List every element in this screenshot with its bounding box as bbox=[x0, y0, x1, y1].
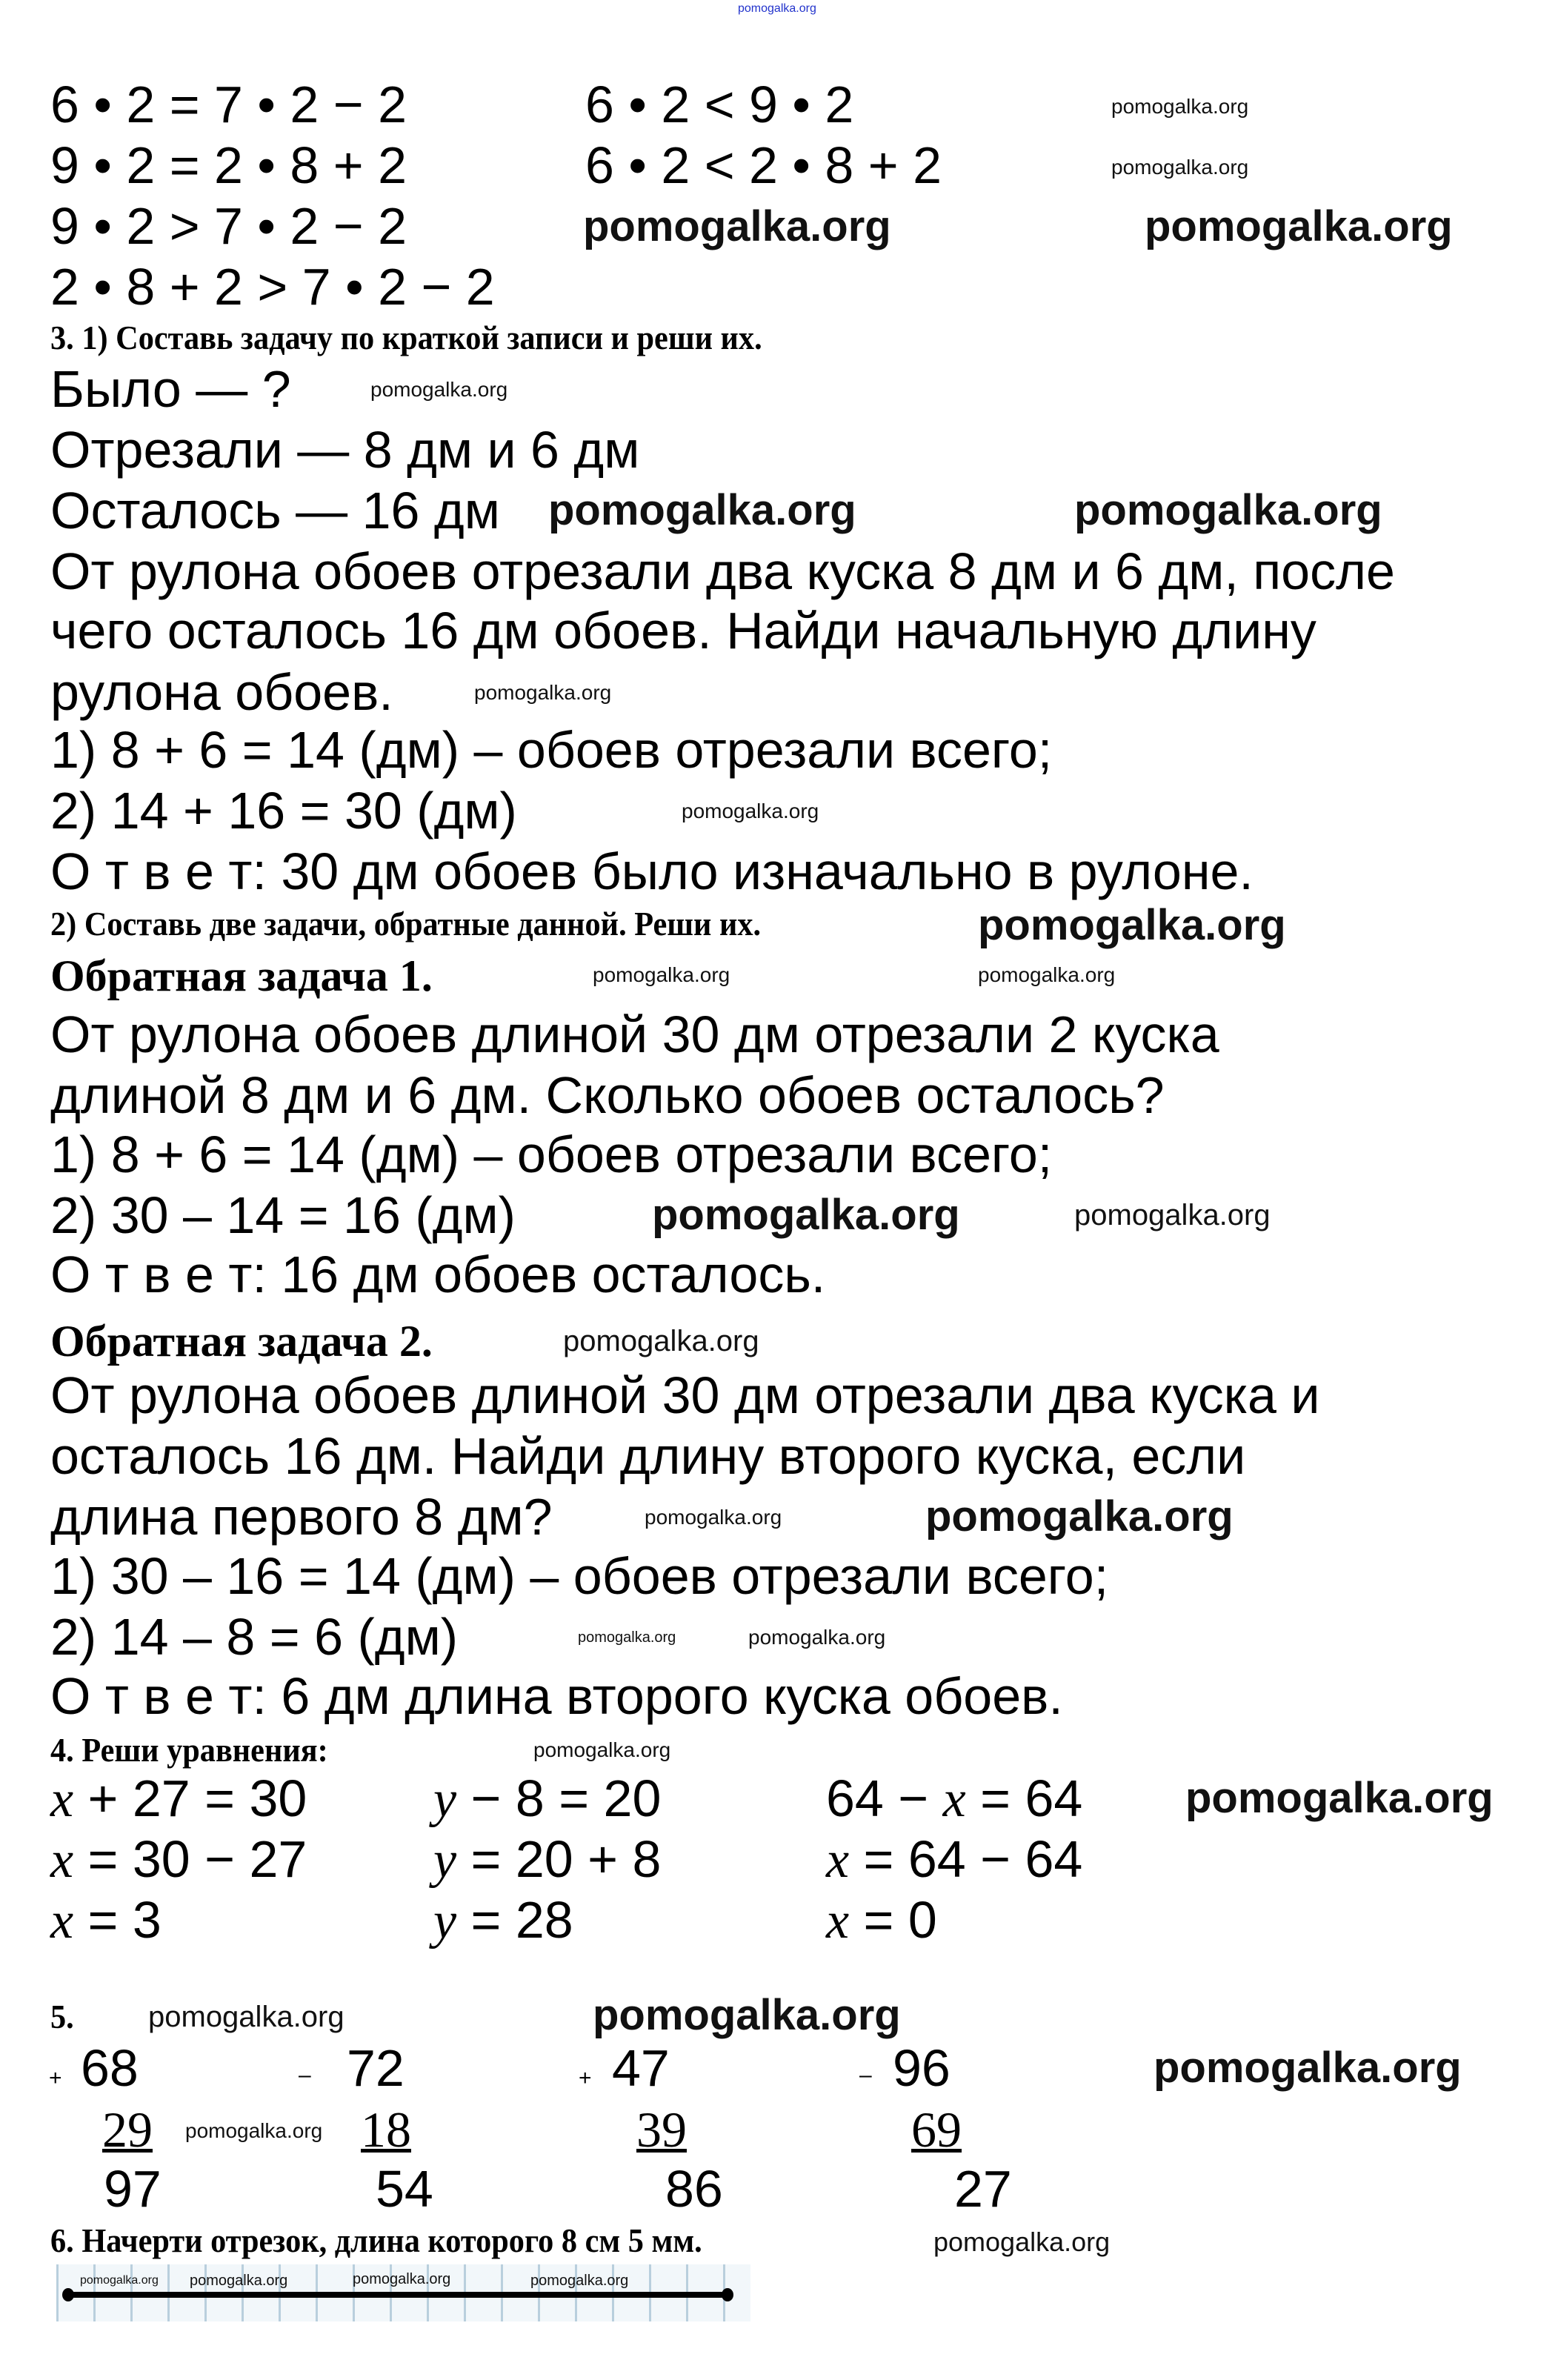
watermark: pomogalka.org bbox=[925, 1492, 1234, 1540]
operand: 69 bbox=[911, 2101, 962, 2158]
task3-heading: 3. 1) Составь задачу по краткой записи и реши их. bbox=[50, 319, 762, 356]
problem-text: чего осталось 16 дм обоев. Найди начальную длину bbox=[50, 602, 1316, 659]
watermark: pomogalka.org bbox=[530, 2273, 629, 2289]
watermark: pomogalka.org bbox=[148, 2001, 344, 2033]
problem-text: осталось 16 дм. Найди длину второго куска, если bbox=[50, 1427, 1246, 1485]
watermark: pomogalka.org bbox=[578, 1629, 676, 1646]
result: 27 bbox=[954, 2160, 1012, 2218]
watermark: pomogalka.org bbox=[185, 2119, 323, 2142]
watermark: pomogalka.org bbox=[652, 1191, 960, 1239]
watermark: pomogalka.org bbox=[682, 800, 819, 822]
equation: 64 − x = 64 bbox=[826, 1769, 1083, 1828]
result: 86 bbox=[665, 2160, 723, 2218]
watermark: pomogalka.org bbox=[738, 2, 816, 15]
solution-step: 1) 8 + 6 = 14 (дм) – обоев отрезали всего; bbox=[50, 1126, 1053, 1183]
task3-heading2: 2) Составь две задачи, обратные данной. Реши их. bbox=[50, 905, 762, 943]
short-record: Было — ? bbox=[50, 360, 291, 418]
inverse2-title: Обратная задача 2. bbox=[50, 1317, 433, 1366]
expr-line: 9 • 2 = 2 • 8 + 2 bbox=[50, 136, 407, 194]
watermark: pomogalka.org bbox=[593, 963, 730, 986]
watermark: pomogalka.org bbox=[978, 963, 1116, 986]
operand: 68 bbox=[81, 2039, 139, 2097]
solution-step: 2) 30 – 14 = 16 (дм) bbox=[50, 1186, 516, 1244]
task5-heading: 5. bbox=[50, 1998, 74, 2035]
watermark: pomogalka.org bbox=[353, 2271, 451, 2287]
solution-step: 2) 14 – 8 = 6 (дм) bbox=[50, 1608, 459, 1666]
watermark: pomogalka.org bbox=[933, 2227, 1111, 2257]
equation: x = 0 bbox=[826, 1891, 937, 1949]
expr-line: 9 • 2 > 7 • 2 − 2 bbox=[50, 197, 407, 255]
plus-sign: + bbox=[49, 2066, 62, 2090]
equation: y = 28 bbox=[433, 1891, 573, 1949]
expr-line: 6 • 2 = 7 • 2 − 2 bbox=[50, 76, 407, 133]
task6-heading: 6. Начерти отрезок, длина которого 8 см 5 мм. bbox=[50, 2221, 702, 2259]
minus-sign: – bbox=[299, 2063, 311, 2087]
problem-text: длиной 8 дм и 6 дм. Сколько обоев осталось? bbox=[50, 1066, 1165, 1124]
problem-text: От рулона обоев длиной 30 дм отрезали два куска и bbox=[50, 1366, 1320, 1424]
operand: 47 bbox=[612, 2039, 670, 2097]
grid-paper bbox=[56, 2264, 750, 2321]
watermark: pomogalka.org bbox=[1074, 1199, 1271, 1231]
short-record: Отрезали — 8 дм и 6 дм bbox=[50, 421, 640, 479]
problem-text: От рулона обоев отрезали два куска 8 дм и 6 дм, после bbox=[50, 542, 1395, 600]
solution-step: 2) 14 + 16 = 30 (дм) bbox=[50, 782, 517, 840]
equation: x + 27 = 30 bbox=[50, 1769, 307, 1828]
equation: x = 30 − 27 bbox=[50, 1830, 307, 1889]
watermark: pomogalka.org bbox=[563, 1325, 759, 1357]
segment-endpoint bbox=[62, 2288, 74, 2301]
segment-endpoint bbox=[722, 2288, 733, 2301]
watermark: pomogalka.org bbox=[548, 486, 856, 534]
watermark: pomogalka.org bbox=[474, 681, 612, 704]
answer: О т в е т: 30 дм обоев было изначально в рулоне. bbox=[50, 842, 1254, 900]
operand: 96 bbox=[893, 2039, 951, 2097]
task4-heading: 4. Реши уравнения: bbox=[50, 1731, 328, 1769]
problem-text: длина первого 8 дм? bbox=[50, 1488, 553, 1546]
watermark: pomogalka.org bbox=[1074, 486, 1382, 534]
operand: 29 bbox=[102, 2101, 153, 2158]
watermark: pomogalka.org bbox=[1185, 1774, 1494, 1822]
equation: y = 20 + 8 bbox=[433, 1830, 662, 1889]
answer: О т в е т: 6 дм длина второго куска обоев. bbox=[50, 1667, 1063, 1725]
solution-step: 1) 30 – 16 = 14 (дм) – обоев отрезали всего; bbox=[50, 1547, 1109, 1605]
result: 97 bbox=[104, 2160, 162, 2218]
answer: О т в е т: 16 дм обоев осталось. bbox=[50, 1246, 826, 1303]
operand: 39 bbox=[636, 2101, 687, 2158]
equation: x = 3 bbox=[50, 1891, 162, 1949]
watermark: pomogalka.org bbox=[1145, 202, 1453, 250]
plus-sign: + bbox=[579, 2066, 592, 2090]
short-record: Осталось — 16 дм bbox=[50, 482, 500, 539]
watermark: pomogalka.org bbox=[1153, 2044, 1462, 2092]
watermark: pomogalka.org bbox=[80, 2274, 159, 2287]
expr-line: 6 • 2 < 2 • 8 + 2 bbox=[585, 136, 942, 194]
watermark: pomogalka.org bbox=[645, 1506, 782, 1529]
expr-line: 6 • 2 < 9 • 2 bbox=[585, 76, 854, 133]
equation: y − 8 = 20 bbox=[433, 1769, 662, 1828]
watermark: pomogalka.org bbox=[1111, 95, 1249, 118]
line-segment bbox=[65, 2292, 730, 2298]
watermark: pomogalka.org bbox=[370, 378, 508, 401]
expr-line: 2 • 8 + 2 > 7 • 2 − 2 bbox=[50, 258, 495, 316]
problem-text: рулона обоев. bbox=[50, 663, 393, 721]
watermark: pomogalka.org bbox=[583, 202, 891, 250]
equation: x = 64 − 64 bbox=[826, 1830, 1083, 1889]
watermark: pomogalka.org bbox=[1111, 156, 1249, 179]
watermark: pomogalka.org bbox=[533, 1738, 671, 1761]
watermark: pomogalka.org bbox=[190, 2273, 288, 2289]
problem-text: От рулона обоев длиной 30 дм отрезали 2 куска bbox=[50, 1005, 1219, 1063]
operand: 72 bbox=[347, 2039, 405, 2097]
watermark: pomogalka.org bbox=[748, 1626, 886, 1649]
result: 54 bbox=[376, 2160, 433, 2218]
watermark: pomogalka.org bbox=[593, 1991, 901, 2039]
watermark: pomogalka.org bbox=[978, 901, 1286, 949]
operand: 18 bbox=[361, 2101, 411, 2158]
inverse1-title: Обратная задача 1. bbox=[50, 951, 433, 1000]
solution-step: 1) 8 + 6 = 14 (дм) – обоев отрезали всего; bbox=[50, 721, 1053, 779]
minus-sign: – bbox=[859, 2063, 872, 2087]
